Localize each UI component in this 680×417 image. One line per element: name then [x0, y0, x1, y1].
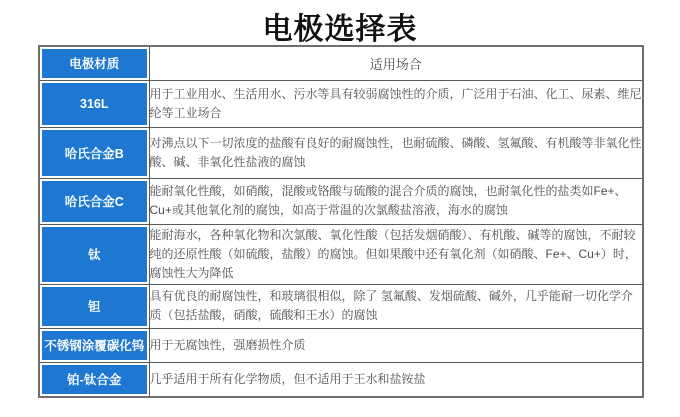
table-row [39, 284, 643, 328]
material-label: 哈氏合金B [42, 130, 147, 176]
usage-text: 能耐海水，各种氧化物和次氯酸、氧化性酸（包括发烟硝酸）、有机酸、碱等的腐蚀，不耐较纯的还原性酸（如硫酸，盐酸）的腐蚀。但如果酸中还有氧化剂（如硝酸、Fe+、Cu+）时，腐蚀性大为降低 [149, 224, 643, 284]
material-cell [39, 127, 149, 178]
usage-text: 对沸点以下一切浓度的盐酸有良好的耐腐蚀性，也耐硫酸、磷酸、氢氟酸、有机酸等非氧化性酸、碱、非氧化性盐液的腐蚀 [149, 127, 643, 178]
header-cell-material [39, 46, 149, 80]
material-cell [39, 284, 149, 328]
usage-text: 能耐氧化性酸，如硝酸，混酸或铬酸与硫酸的混合介质的腐蚀，也耐氧化性的盐类如Fe+、Cu+或其他氧化剂的腐蚀，如高于常温的次氯酸盐溶液，海水的腐蚀 [149, 178, 643, 224]
usage-text: 几乎适用于所有化学物质，但不适用于王水和盐铵盐 [149, 362, 643, 397]
page-title: 电极选择表 [262, 13, 418, 46]
material-cell [39, 224, 149, 284]
material-label: 哈氏合金C [42, 181, 147, 222]
table-row [39, 328, 643, 362]
usage-text: 用于工业用水、生活用水、污水等具有较弱腐蚀性的介质，广泛用于石油、化工、尿素、维尼纶等工业场合 [149, 80, 643, 127]
usage-text: 具有优良的耐腐蚀性，和玻璃很相似，除了 氢氟酸、发烟硫酸、碱外，几乎能耐一切化学介质（包括盐酸，硝酸，硫酸和王水）的腐蚀 [149, 284, 643, 328]
material-label: 不锈钢涂覆碳化钨 [42, 331, 147, 360]
material-cell [39, 80, 149, 127]
table-row [39, 362, 643, 397]
material-label: 316L [42, 83, 147, 125]
table-row [39, 80, 643, 127]
electrode-selection-table [38, 45, 644, 398]
material-cell [39, 178, 149, 224]
usage-text: 用于无腐蚀性，强磨损性介质 [149, 328, 643, 362]
material-label: 铂-钛合金 [42, 365, 147, 395]
table-row [39, 224, 643, 284]
material-cell [39, 328, 149, 362]
header-usage-label: 适用场合 [149, 46, 643, 80]
material-label: 钛 [42, 227, 147, 282]
table-row [39, 178, 643, 224]
table-row [39, 127, 643, 178]
header-material-label: 电极材质 [42, 49, 147, 78]
material-label: 钽 [42, 287, 147, 326]
table-header-row [39, 46, 643, 80]
material-cell [39, 362, 149, 397]
